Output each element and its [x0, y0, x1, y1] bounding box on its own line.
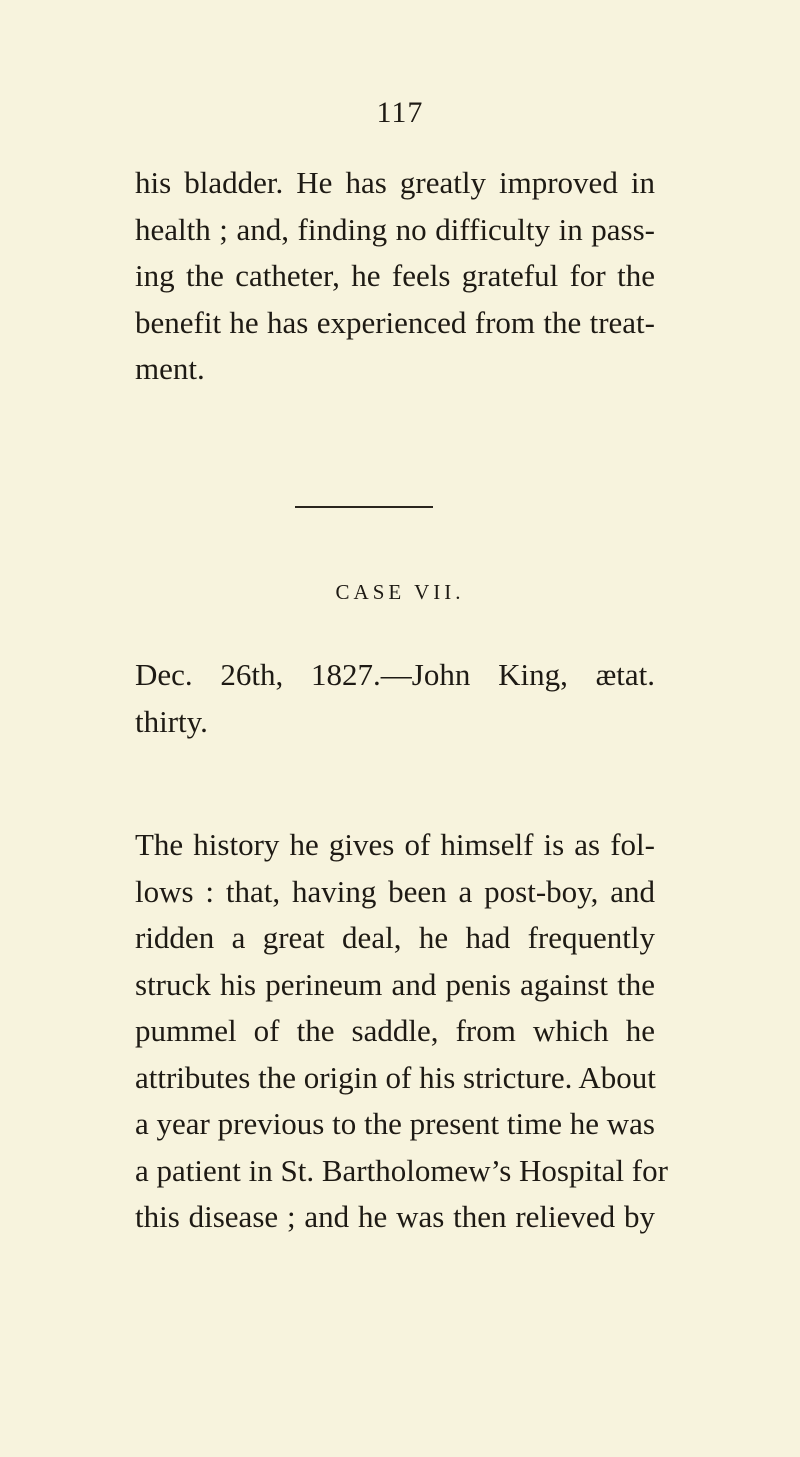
text-line: attributes the origin of his stricture. About	[135, 1059, 656, 1095]
page-number: 117	[376, 96, 424, 129]
case-date-paragraph	[135, 652, 655, 745]
text-line: health ; and, finding no difficulty in pass-	[135, 211, 655, 247]
text-line: this disease ; and he was then relieved by	[135, 1199, 655, 1234]
text-line: a year previous to the present time he was	[135, 1106, 655, 1141]
section-divider	[295, 506, 433, 508]
text-line: a patient in St. Bartholomew’s Hospital for	[135, 1152, 668, 1188]
text-line: benefit he has experienced from the treat-	[135, 304, 655, 340]
text-line: his bladder. He has greatly improved in	[135, 165, 655, 200]
text-line: thirty.	[135, 703, 208, 739]
text-line: ridden a great deal, he had frequently	[135, 920, 655, 955]
paragraph-continuation	[135, 160, 655, 393]
text-line: struck his perineum and penis against the	[135, 966, 655, 1002]
history-paragraph	[135, 822, 668, 1241]
text-line: ment.	[135, 351, 205, 386]
text-line: Dec. 26th, 1827.—John King, ætat.	[135, 657, 655, 692]
text-line: pummel of the saddle, from which he	[135, 1013, 655, 1048]
text-line: lows : that, having been a post-boy, and	[135, 873, 655, 909]
case-heading: CASE VII.	[335, 580, 465, 604]
text-line: The history he gives of himself is as fol-	[135, 827, 655, 862]
text-line: ing the catheter, he feels grateful for the	[135, 258, 655, 293]
